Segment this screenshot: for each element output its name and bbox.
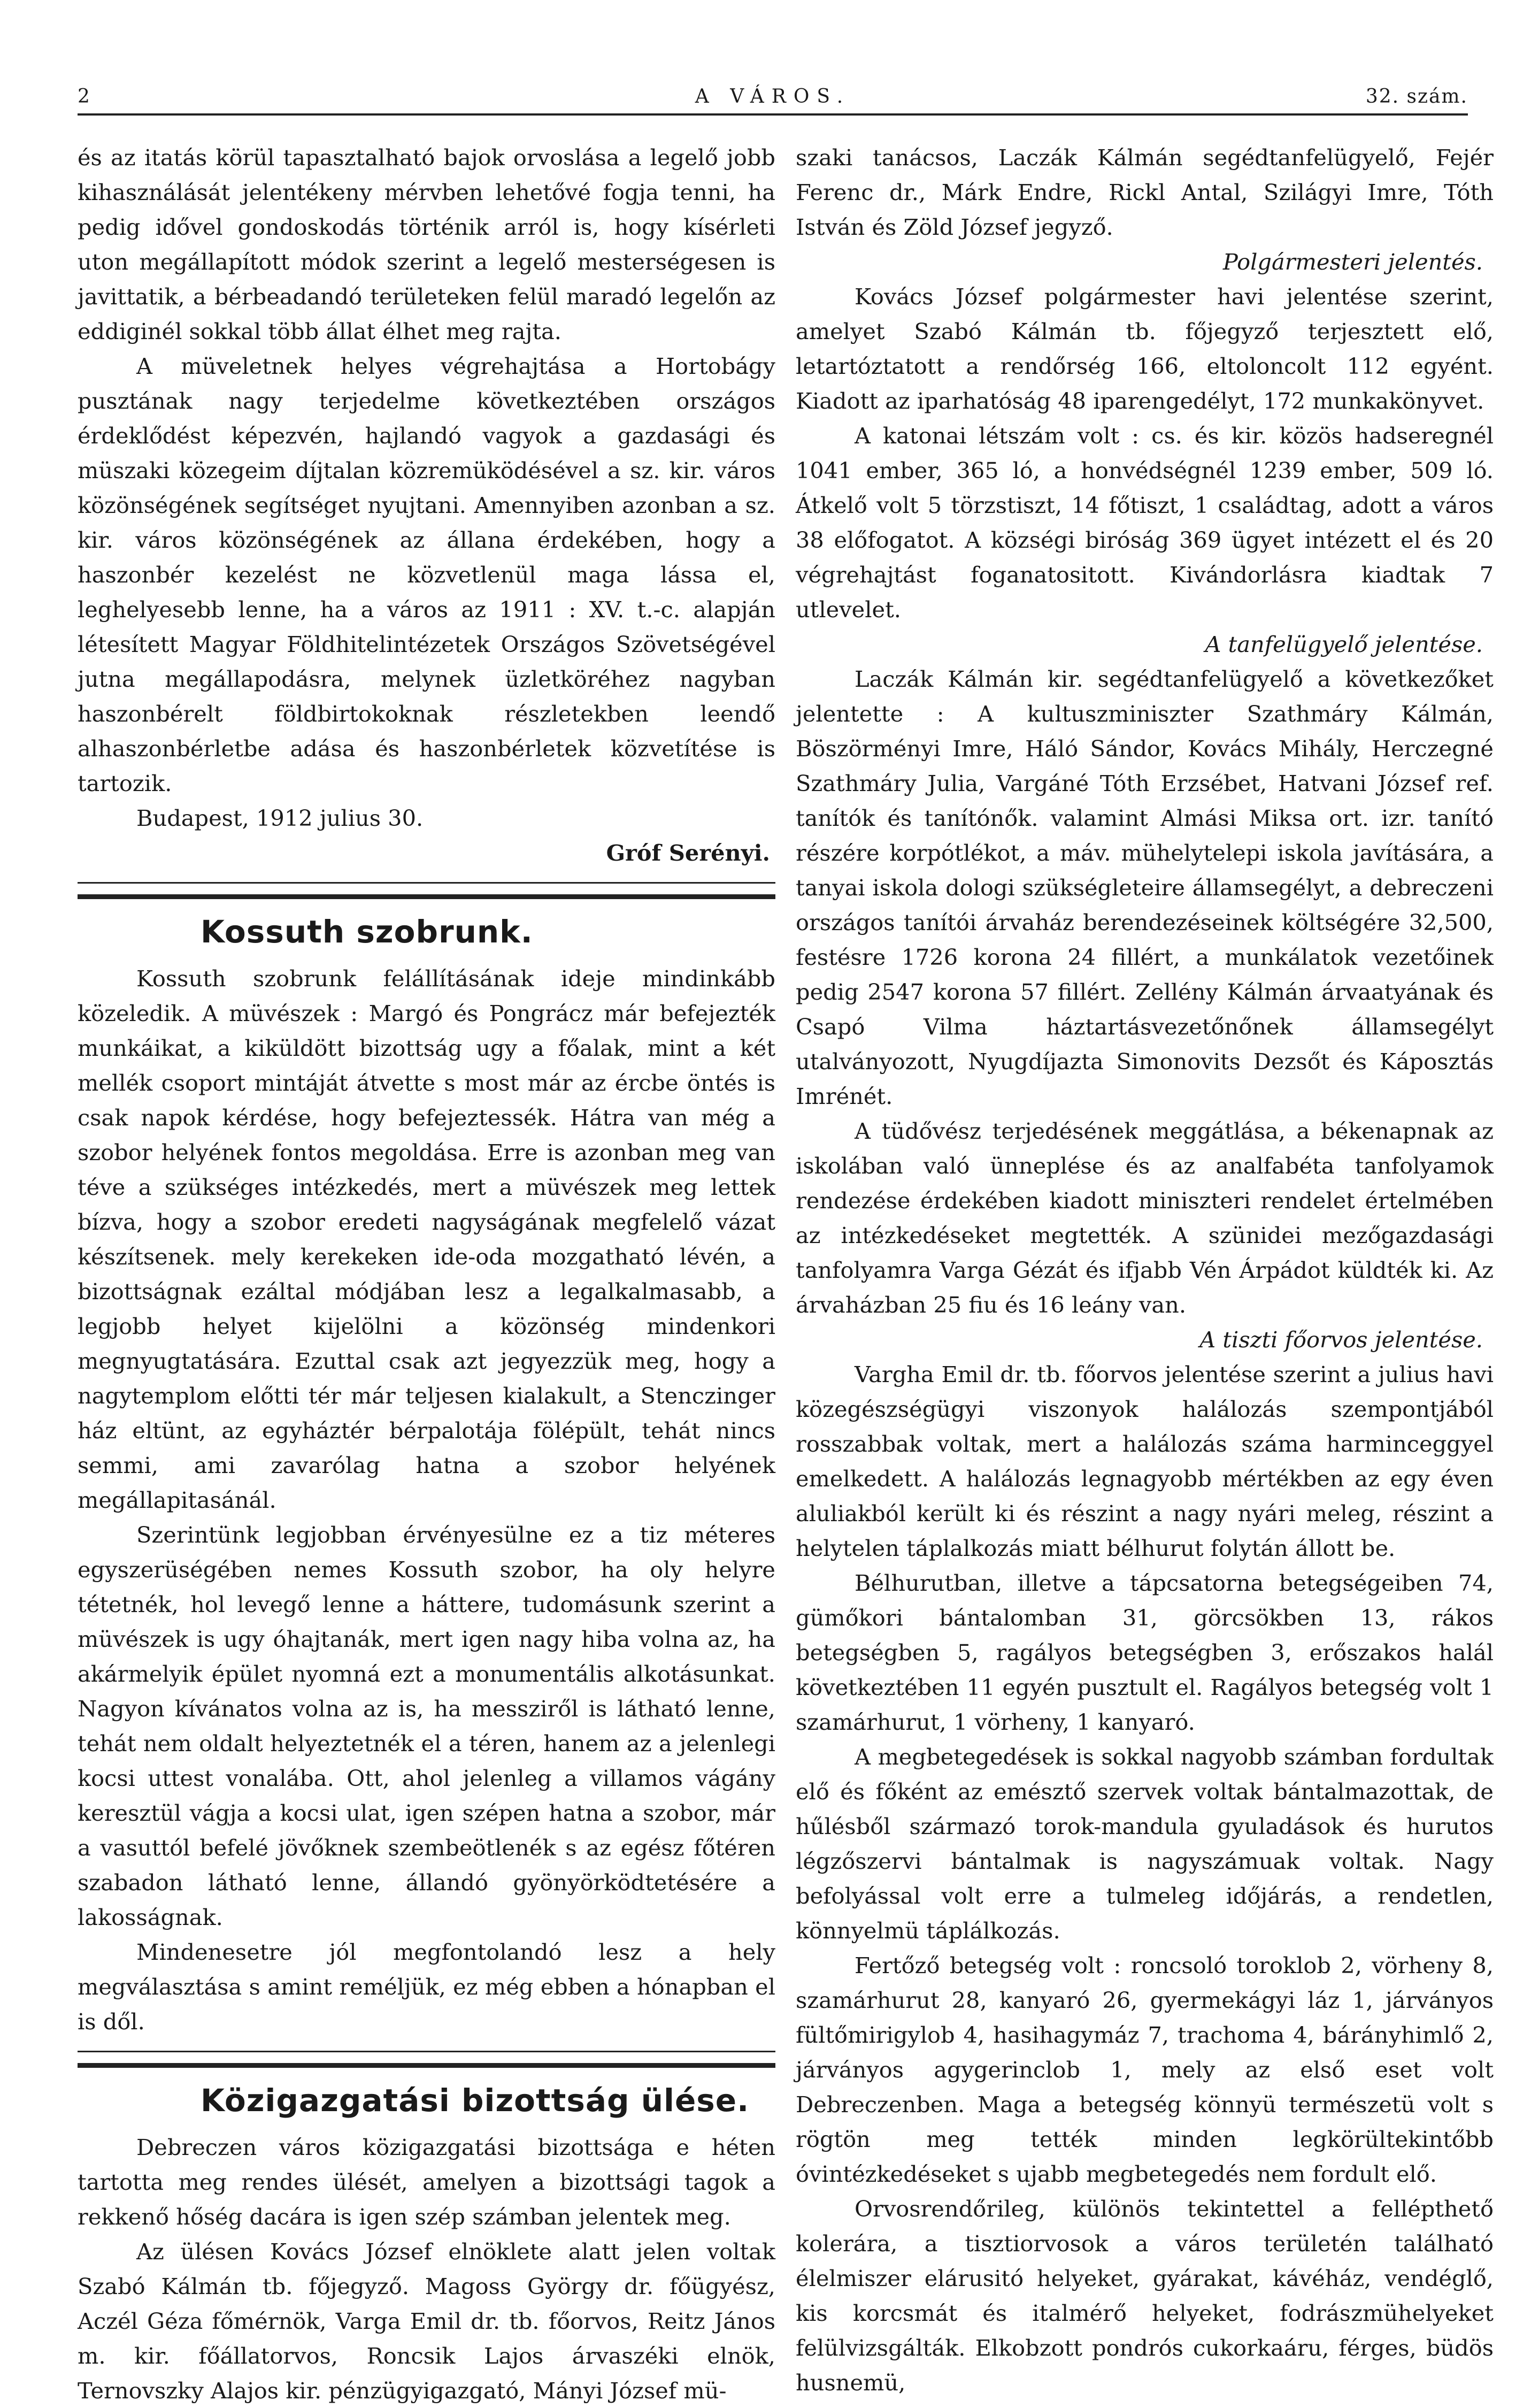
section-divider	[78, 882, 775, 899]
article-paragraph: A tüdővész terjedésének meggátlása, a békenapnak az iskolában való ünneplése és az analfabéta tanfolyamok rendezése érdekében kiadott miniszteri rendelet értelmében az intézkedéseket megtették. A szünidei mezőgazdasági tanfolyamra Varga Gézát és ifjabb Vén Árpádot küldték ki. Az árvaházban 25 fiu és 16 leány van.	[796, 1118, 1494, 1318]
article-paragraph: Laczák Kálmán kir. segédtanfelügyelő a következőket jelentette : A kultuszminiszter Szathmáry Kálmán, Böszörményi Imre, Háló Sándor, Kovács Mihály, Herczegné Szathmáry Julia, Vargáné Tóth Erzsébet, Hatvani József ref. tanítók és tanítónők. valamint Almási Miksa ort. izr. tanító részére korpótlékot, a máv. mühelytelepi iskola javítására, a tanyai iskola dologi szükségleteire államsegélyt, a debreczeni országos tanítói árvaház berendezéseinek költségére 32,500, festésre 1726 korona 24 fillért, a munkálatok vezetőinek pedig 2547 korona 57 fillért. Zellény Kálmán árvaatyának és Csapó Vilma háztartásvezetőnőnek államsegélyt utalványozott, Nyugdíjazta Simonovits Dezsőt és Káposztás Imrénét.	[796, 666, 1494, 1109]
article-paragraph: Debreczen város közigazgatási bizottsága e héten tartotta meg rendes ülését, amelyen a bizottsági tagok a rekkenő hőség dacára is igen szép számban jelentek meg.	[78, 2134, 775, 2230]
dateline: Budapest, 1912 julius 30.	[136, 805, 424, 831]
article-paragraph: Mindenesetre jól megfontolandó lesz a hely megválasztása s amint reméljük, ez még ebben a hónapban el is dől.	[78, 1939, 775, 2035]
article-paragraph: Szerintünk legjobban érvényesülne ez a tiz méteres egyszerüségében nemes Kossuth szobor, ha oly helyre tétetnék, hol levegő lenne a háttere, tudomásunk szerint a müvészek is ugy óhajtanák, mert igen nagy hiba volna az, ha akármelyik épület nyomná ezt a monumentális alkotásunkat. Nagyon kívánatos volna az is, ha messziről is látható lenne, tehát nem oldalt helyeztetnék el a téren, hanem az a jelenlegi kocsi uttest vonalába. Ott, ahol jelenleg a villamos vágány keresztül vágja a kocsi ulat, igen szépen hatna a szobor, már a vasuttól befelé jövőknek szembeötlenék s az egész főtéren szabadon látható lenne, állandó gyönyörködtetésére a lakosságnak.	[78, 1522, 775, 1930]
article-paragraph: és az itatás körül tapasztalható bajok orvoslása a legelő jobb kihasználását jelentékeny mérvben lehetővé fogja tenni, ha pedig idővel gondoskodás történik arról is, hogy kísérleti uton megállapított módok szerint a legelő mesterségesen is javittatik, a bérbeadandó területeken felül maradó legelőn az eddiginél sokkal több állat élhet meg rajta.	[78, 144, 775, 344]
subheading-foorvos: A tiszti főorvos jelentése.	[1199, 1326, 1483, 1353]
page-number: 2	[78, 86, 91, 108]
left-column	[78, 140, 775, 2408]
subheading-tanfelugyelo: A tanfelügyelő jelentése.	[1205, 631, 1483, 657]
masthead-title: A VÁROS.	[695, 86, 851, 108]
article-paragraph: Kossuth szobrunk felállításának ideje mindinkább közeledik. A müvészek : Margó és Pongrácz már befejezték munkáikat, a kiküldött bizottság ugy a főalak, mint a két mellék csoport mintáját átvette s most már az ércbe öntés is csak napok kérdése, hogy befejeztessék. Hátra van még a szobor helyének fontos megoldása. Erre is azonban meg van téve a szükséges intézkedés, mert a müvészek meg lettek bízva, hogy a szobor eredeti nagyságának megfelelő vázat készítsenek. mely kerekeken ide-oda mozgatható lévén, a bizottságnak ezáltal módjában lesz a legalkalmasabb, a legjobb helyet kijelölni a közönség mindenkori megnyugtatására. Ezuttal csak azt jegyezzük meg, hogy a nagytemplom előtti tér már teljesen kialakult, a Stenczinger ház eltünt, az egyháztér bérpalotája fölépült, tehát nincs semmi, ami zavarólag hatna a szobor helyének megállapitasánál.	[78, 965, 775, 1513]
article-paragraph: szaki tanácsos, Laczák Kálmán segédtanfelügyelő, Fejér Ferenc dr., Márk Endre, Rickl Antal, Szilágyi Imre, Tóth István és Zöld József jegyző.	[796, 144, 1494, 240]
article-paragraph: A katonai létszám volt : cs. és kir. közös hadseregnél 1041 ember, 365 ló, a honvédségnél 1239 ember, 509 ló. Átkelő volt 5 törzstiszt, 14 főtiszt, 1 családtag, adott a város 38 előfogatot. A községi biróság 369 ügyet intézett el és 20 végrehajtást foganatositott. Kivándorlásra kiadtak 7 utlevelet.	[796, 423, 1494, 623]
article-paragraph: A megbetegedések is sokkal nagyobb számban fordultak elő és főként az emésztő szervek voltak bántalmazottak, de hűlésből származó torok-mandula gyuladások és hurutos légzőszervi bántalmak is nagyszámuak voltak. Nagy befolyással volt erre a tulmeleg időjárás, a rendetlen, könnyelmü táplálkozás.	[796, 1744, 1494, 1944]
page-header	[78, 80, 1468, 118]
signature: Gróf Serényi.	[606, 840, 770, 866]
article-paragraph: Az ülésen Kovács József elnöklete alatt jelen voltak Szabó Kálmán tb. főjegyző. Magoss György dr. főügyész, Aczél Géza főmérnök, Varga Emil dr. tb. főorvos, Reitz János m. kir. főállatorvos, Roncsik Lajos árvaszéki elnök, Ternovszky Alajos kir. pénzügyigazgató, Mányi József mü-	[78, 2238, 775, 2404]
section-divider	[78, 2051, 775, 2068]
article-paragraph: Bélhurutban, illetve a tápcsatorna betegségeiben 74, gümőkori bántalomban 31, görcsökben 13, rákos betegségben 5, ragályos betegségben 3, erőszakos halál következtében 11 egyén pusztult el. Ragályos betegség volt 1 szamárhurut, 1 vörheny, 1 kanyaró.	[796, 1570, 1494, 1735]
article-paragraph: A müveletnek helyes végrehajtása a Hortobágy pusztának nagy terjedelme következtében országos érdeklődést képezvén, hajlandó vagyok a gazdasági és müszaki közegeim díjtalan közremüködésével a sz. kir. város közönségének segítséget nyujtani. Amennyiben azonban a sz. kir. város közönségének az állana érdekében, hogy a haszonbér kezelést ne közvetlenül maga lássa el, leghelyesebb lenne, ha a város az 1911 : XV. t.-c. alapján létesített Magyar Földhitelintézetek Országos Szövetségével jutna megállapodásra, melynek üzletköréhez nagyban haszonbérelt földbirtokoknak részletekben leendő alhaszonbérletbe adása és haszonbérletek közvetítése is tartozik.	[78, 353, 775, 796]
article-paragraph: Fertőző betegség volt : roncsoló toroklob 2, vörheny 8, szamárhurut 28, kanyaró 26, gyermekágyi láz 1, járványos fültőmirigylob 4, hasihagymáz 7, trachoma 4, bárányhimlő 2, járványos agygerinclob 1, mely az első eset volt Debreczenben. Maga a betegség könnyü természetü volt s rögtön meg tették minden legkörültekintőbb óvintézkedéseket s ujabb megbetegedés nem fordult elő.	[796, 1952, 1494, 2187]
article-paragraph: Kovács József polgármester havi jelentése szerint, amelyet Szabó Kálmán tb. főjegyző terjesztett elő, letartóztatott a rendőrség 166, eltoloncolt 112 egyént. Kiadott az iparhatóság 48 iparengedélyt, 172 munkakönyvet.	[796, 283, 1494, 414]
header-rule	[78, 113, 1468, 116]
section-title-kozigazgatasi: Közigazgatási bizottság ülése.	[201, 2082, 750, 2119]
subheading-polgarmesteri: Polgármesteri jelentés.	[1222, 249, 1483, 275]
article-paragraph: Orvosrendőrileg, különös tekintettel a fellépthető kolerára, a tisztiorvosok a város területén található élelmiszer elárusitó helyeket, gyárakat, kávéház, vendéglő, kis korcsmát és italmérő helyeket, fodrászmühelyeket felülvizsgálták. Elkobzott pondrós cukorkaáru, férges, büdös husnemü,	[796, 2196, 1494, 2396]
issue-number: 32. szám.	[1365, 86, 1468, 108]
article-paragraph: Vargha Emil dr. tb. főorvos jelentése szerint a julius havi közegészségügyi viszonyok halálozás szempontjából rosszabbak voltak, mert a halálozás száma harminceggyel emelkedett. A halálozás legnagyobb mértékben az egy éven aluliakból került ki és részint a nagy nyári meleg, részint a helytelen táplalkozás miatt bélhurut folytán állott be.	[796, 1361, 1494, 1561]
right-column	[796, 140, 1494, 2400]
section-title-kossuth: Kossuth szobrunk.	[201, 914, 533, 950]
